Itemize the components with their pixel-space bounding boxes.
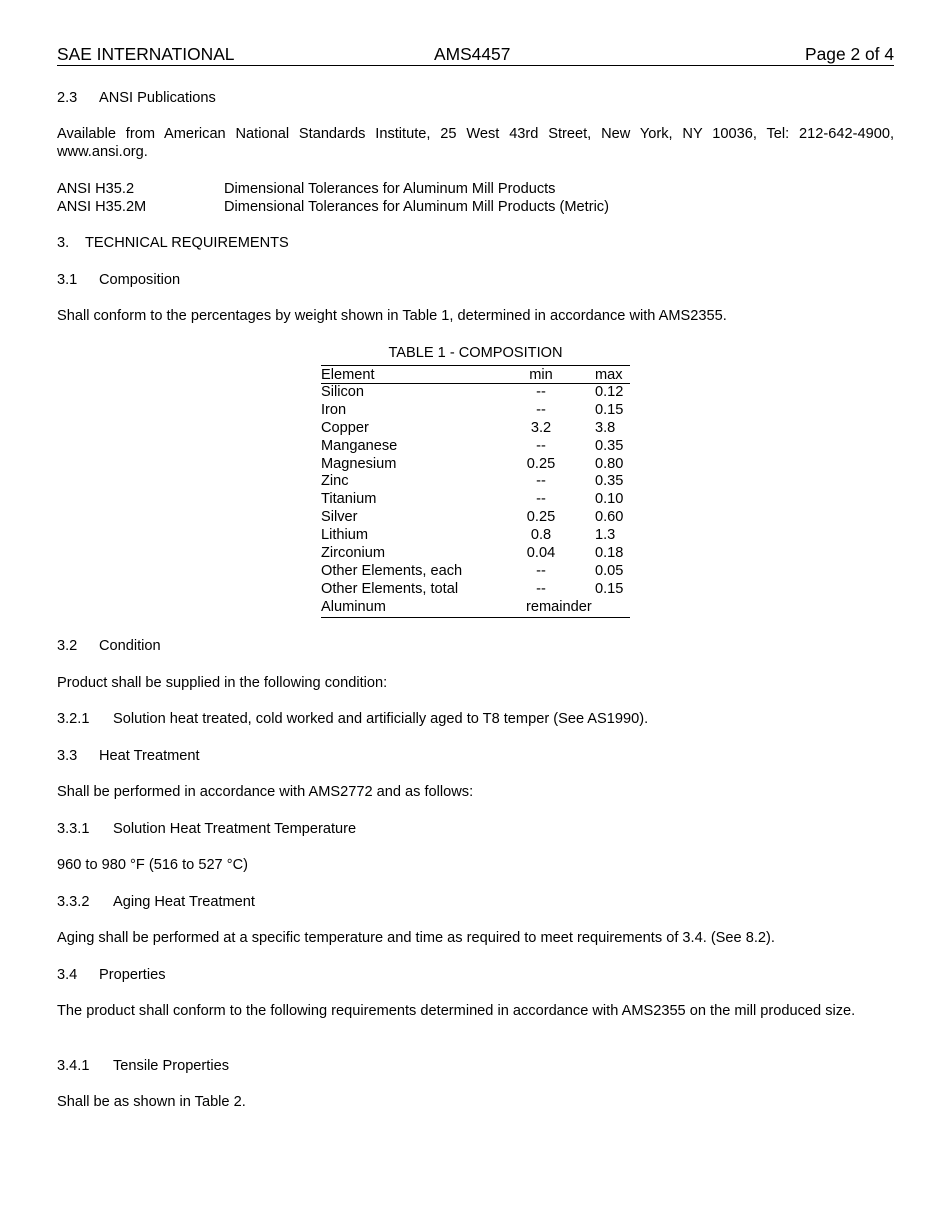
col-header-element: Element xyxy=(321,367,375,383)
section-3-3-text: Shall be performed in accordance with AMS2772 and as follows: xyxy=(57,784,474,800)
ref-title: Dimensional Tolerances for Aluminum Mill Products (Metric) xyxy=(224,199,609,215)
section-3-3-1-heading: 3.3.1 Solution Heat Treatment Temperature xyxy=(57,821,357,837)
section-3-4-text: The product shall conform to the following requirements determined in accordance with AMS2355 on the mill produced size. xyxy=(57,1003,856,1019)
table-row xyxy=(321,402,630,420)
section-2-3-heading: 2.3 ANSI Publications xyxy=(57,90,216,106)
table-row xyxy=(321,473,630,491)
section-3-4-1-heading: 3.4.1 Tensile Properties xyxy=(57,1058,229,1074)
cell-min: -- xyxy=(536,437,546,454)
table-row xyxy=(321,509,630,527)
cell-element: Titanium xyxy=(321,491,377,508)
cell-element: Lithium xyxy=(321,527,369,544)
cell-max: 0.15 xyxy=(595,580,624,597)
table-header-row xyxy=(321,366,630,384)
cell-max: 3.8 xyxy=(595,419,616,436)
cell-min: 0.04 xyxy=(526,545,556,562)
ref-row xyxy=(57,198,894,216)
cell-max: 0.80 xyxy=(595,455,624,472)
cell-max: 0.15 xyxy=(595,401,624,418)
cell-element: Silicon xyxy=(321,384,364,400)
cell-element: Other Elements, each xyxy=(321,562,463,579)
section-3-3-2-heading: 3.3.2 Aging Heat Treatment xyxy=(57,894,255,910)
table-row xyxy=(321,491,630,509)
cell-element: Manganese xyxy=(321,437,398,454)
col-header-min: min xyxy=(529,367,553,383)
section-3-2-heading: 3.2 Condition xyxy=(57,638,161,654)
cell-element: Aluminum xyxy=(321,598,386,615)
cell-element: Zirconium xyxy=(321,545,386,562)
section-3-4-1-text: Shall be as shown in Table 2. xyxy=(57,1094,246,1110)
cell-min: -- xyxy=(536,401,546,418)
cell-max: 0.12 xyxy=(595,384,624,400)
table-row xyxy=(321,581,630,599)
section-2-3-text: Available from American National Standards Institute, 25 West 43rd Street, New York, NY 10036, Tel: 212-642-4900, www.ansi.org. xyxy=(57,126,894,160)
cell-min: -- xyxy=(536,562,546,579)
section-3-heading: 3. TECHNICAL REQUIREMENTS xyxy=(57,235,289,251)
cell-min: -- xyxy=(536,473,546,490)
cell-max: 0.10 xyxy=(595,491,624,508)
cell-min: 3.2 xyxy=(530,419,552,436)
table-row xyxy=(321,384,630,402)
section-3-4-heading: 3.4 Properties xyxy=(57,967,166,983)
table-row xyxy=(321,563,630,581)
section-3-3-1-text: 960 to 980 °F (516 to 527 °C) xyxy=(57,857,248,873)
table-row xyxy=(321,545,630,563)
cell-min: -- xyxy=(536,491,546,508)
section-3-1-text: Shall conform to the percentages by weight shown in Table 1, determined in accordance with AMS2355. xyxy=(57,308,727,324)
cell-element: Silver xyxy=(321,509,358,526)
section-3-3-heading: 3.3 Heat Treatment xyxy=(57,748,200,764)
cell-min: 0.8 xyxy=(530,527,552,544)
ref-row xyxy=(57,180,894,198)
section-3-2-text: Product shall be supplied in the following condition: xyxy=(57,675,388,691)
table-row xyxy=(321,420,630,438)
table-body xyxy=(321,384,630,599)
cell-max: 0.18 xyxy=(595,545,624,562)
cell-element: Magnesium xyxy=(321,455,397,472)
table-row xyxy=(321,527,630,545)
cell-max: 0.05 xyxy=(595,562,624,579)
ref-code: ANSI H35.2 xyxy=(57,181,135,197)
cell-min: 0.25 xyxy=(526,455,556,472)
table-grid xyxy=(321,365,630,618)
cell-min: -- xyxy=(536,384,546,400)
table-row xyxy=(321,456,630,474)
header-doc-number: AMS4457 xyxy=(434,44,511,64)
col-header-max: max xyxy=(595,367,623,383)
header-page-number: Page 2 of 4 xyxy=(805,44,894,64)
section-3-2-1: 3.2.1 Solution heat treated, cold worked and artificially aged to T8 temper (See AS1990). xyxy=(57,711,649,727)
cell-min: -- xyxy=(536,580,546,597)
cell-max: 0.60 xyxy=(595,509,624,526)
ref-title: Dimensional Tolerances for Aluminum Mill Products xyxy=(224,181,556,197)
section-3-3-2-text: Aging shall be performed at a specific temperature and time as required to meet requirements of 3.4. (See 8.2). xyxy=(57,930,775,946)
ref-code: ANSI H35.2M xyxy=(57,199,147,215)
header-org: SAE INTERNATIONAL xyxy=(57,44,235,64)
table-row xyxy=(321,438,630,456)
page-header xyxy=(57,44,894,66)
cell-element: Other Elements, total xyxy=(321,580,459,597)
cell-max: 1.3 xyxy=(595,527,616,544)
cell-min: 0.25 xyxy=(526,509,556,526)
cell-remainder: remainder xyxy=(526,598,592,615)
cell-element: Copper xyxy=(321,419,369,436)
section-3-1-heading: 3.1 Composition xyxy=(57,272,181,288)
cell-max: 0.35 xyxy=(595,473,624,490)
table-caption: TABLE 1 - COMPOSITION xyxy=(388,345,563,361)
table-row-aluminum xyxy=(321,599,630,617)
cell-element: Iron xyxy=(321,401,347,418)
cell-max: 0.35 xyxy=(595,437,624,454)
cell-element: Zinc xyxy=(321,473,349,490)
